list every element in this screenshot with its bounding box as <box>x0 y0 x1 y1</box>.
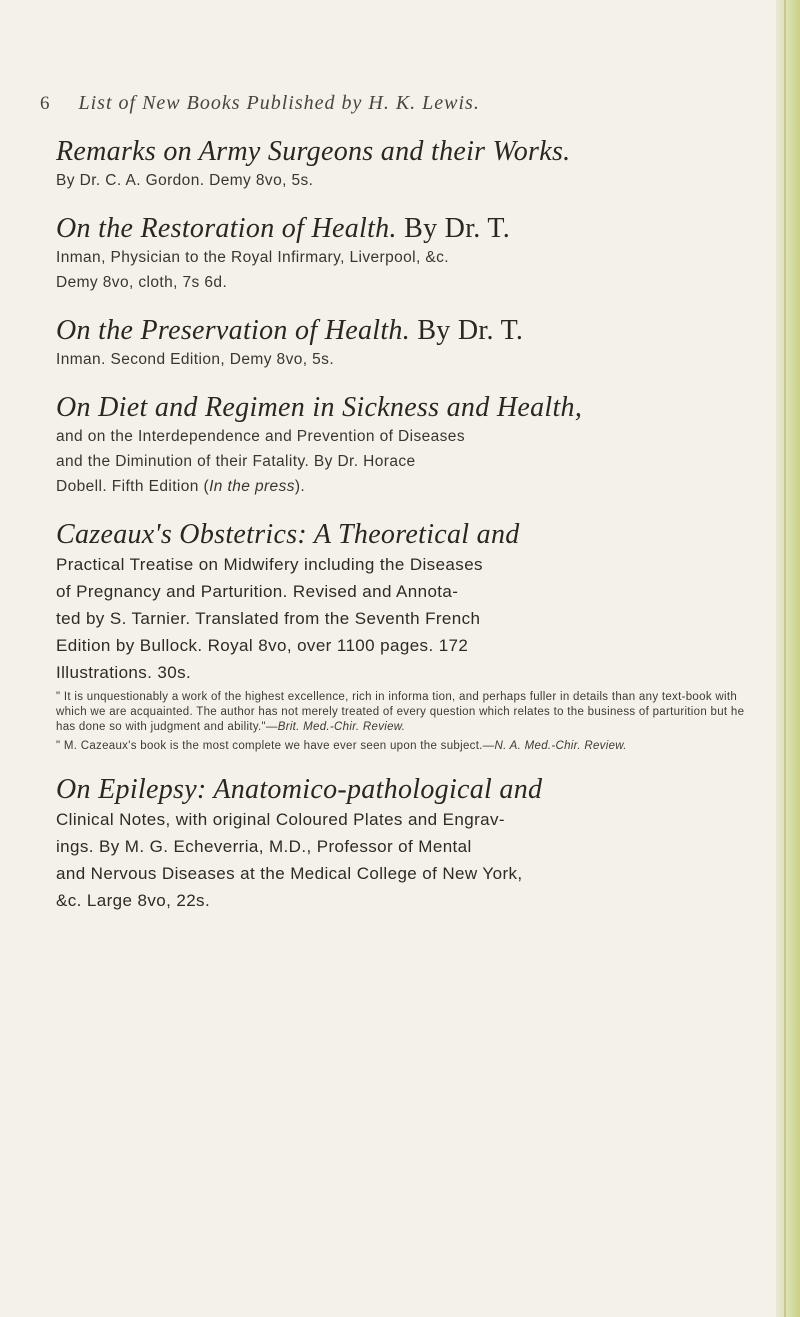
details-line: Edition by Bullock. Royal 8vo, over 1100 pages. 172 <box>56 636 469 655</box>
book-details <box>56 347 756 372</box>
book-details <box>56 806 756 914</box>
spine-line <box>784 0 786 1317</box>
review-quote <box>56 690 756 735</box>
book-title <box>56 315 756 347</box>
details-line: ings. By M. G. Echeverria, M.D., Professor of Mental <box>56 837 472 856</box>
review-quote <box>56 739 756 754</box>
details-line: By Dr. C. A. Gordon. Demy 8vo, 5s. <box>56 172 314 189</box>
details-text: Dobell. Fifth Edition ( <box>56 478 210 495</box>
details-line: and the Diminution of their Fatality. By Dr. Horace <box>56 453 416 470</box>
book-details <box>56 551 756 686</box>
press-status: In the press <box>209 478 295 495</box>
book-list <box>56 136 756 934</box>
running-header <box>40 92 740 115</box>
details-line: Inman. Second Edition, Demy 8vo, 5s. <box>56 351 335 368</box>
book-byline: By Dr. T. <box>417 315 524 346</box>
book-title: On Diet and Regimen in Sickness and Health, <box>56 392 583 423</box>
book-entry-army-surgeons <box>56 136 756 193</box>
book-entry-cazeaux-obstetrics <box>56 519 756 754</box>
page-number: 6 <box>40 93 51 114</box>
book-title: On Epilepsy: Anatomico-pathological and <box>56 774 543 805</box>
details-line: Demy 8vo, cloth, 7s 6d. <box>56 274 228 291</box>
book-entry-restoration-health <box>56 213 756 295</box>
details-line: and on the Interdependence and Prevention of Diseases <box>56 428 465 445</box>
details-text: ). <box>294 478 306 495</box>
details-line: of Pregnancy and Parturition. Revised and Annota- <box>56 582 459 601</box>
book-title: Cazeaux's Obstetrics: A Theoretical and <box>56 519 520 550</box>
details-line: Clinical Notes, with original Coloured Plates and Engrav- <box>56 810 505 829</box>
running-title: List of New Books Published by H. K. Lewis. <box>78 92 480 114</box>
book-title-text: On the Preservation of Health. <box>56 315 411 346</box>
details-line: Inman, Physician to the Royal Infirmary, Liverpool, &c. <box>56 249 450 266</box>
book-entry-diet-regimen <box>56 392 756 499</box>
quote-text: " It is unquestionably a work of the highest excellence, rich in informa tion, and perhaps fuller in details than any text-book with which we are acquainted. The author has not merely treated of every question which relates to the business of parturition but he has done so with judgment and ability."— <box>56 691 745 733</box>
book-details <box>56 424 756 499</box>
quote-source: Brit. Med.-Chir. Review. <box>277 721 406 733</box>
book-entry-epilepsy <box>56 774 756 914</box>
book-byline: By Dr. T. <box>404 213 510 244</box>
book-title-text: On the Restoration of Health. <box>56 213 397 244</box>
book-entry-preservation-health <box>56 315 756 372</box>
quote-text: " M. Cazeaux's book is the most complete we have ever seen upon the subject.— <box>56 740 495 752</box>
book-details <box>56 168 756 193</box>
details-line: and Nervous Diseases at the Medical College of New York, <box>56 864 523 883</box>
details-line: Practical Treatise on Midwifery including the Diseases <box>56 555 483 574</box>
review-quotes <box>56 690 756 754</box>
book-title <box>56 213 756 245</box>
details-line <box>56 474 756 499</box>
details-line: ted by S. Tarnier. Translated from the Seventh French <box>56 609 481 628</box>
details-line: &c. Large 8vo, 22s. <box>56 891 211 910</box>
details-line: Illustrations. 30s. <box>56 663 192 682</box>
quote-source: N. A. Med.-Chir. Review. <box>494 740 627 752</box>
book-title: Remarks on Army Surgeons and their Works. <box>56 136 571 167</box>
book-details <box>56 245 756 295</box>
page-spine-edge <box>776 0 800 1317</box>
